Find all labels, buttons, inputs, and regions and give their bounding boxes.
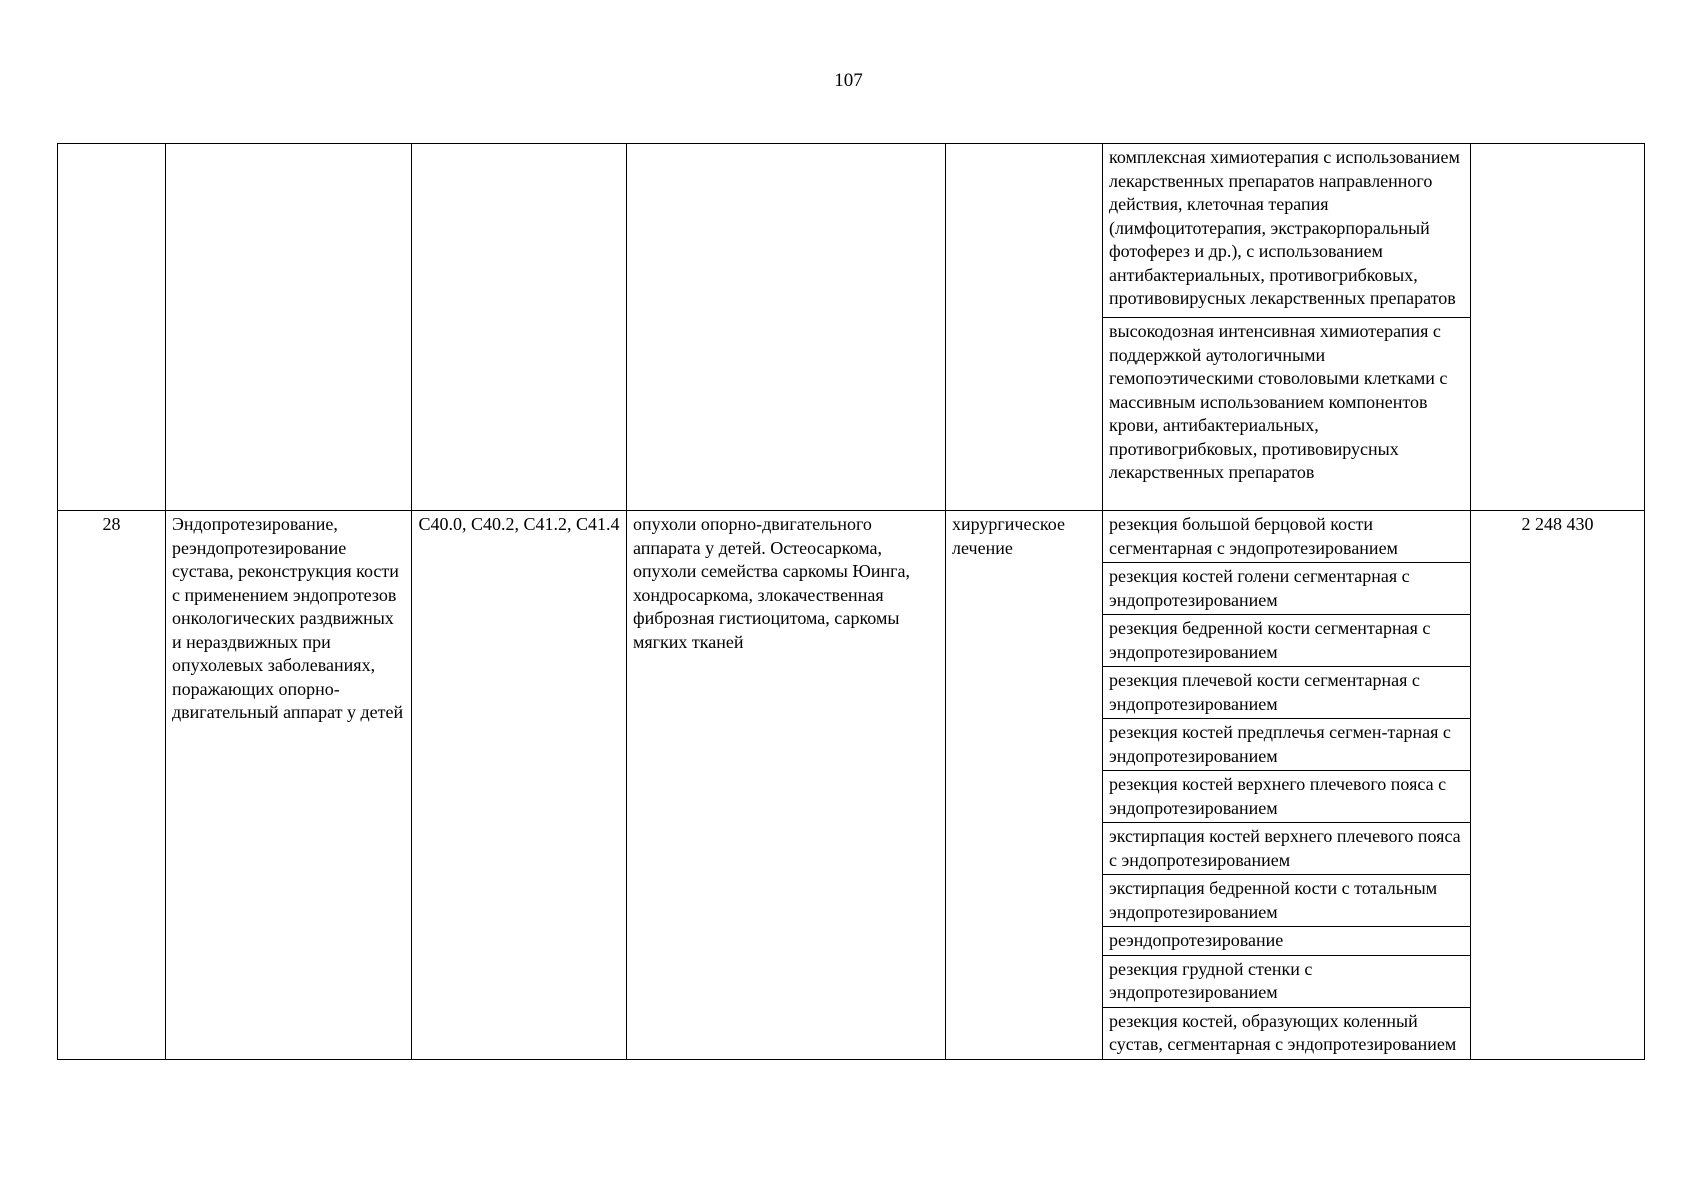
method-item: реэндопротезирование bbox=[1103, 926, 1470, 955]
table-row-continuation bbox=[58, 144, 1645, 511]
cell-icd-codes: C40.0, C40.2, C41.2, C41.4 bbox=[412, 511, 627, 1060]
method-item: комплексная химиотерапия с использованием лекарственных препаратов направленного действия, клеточная терапия (лимфоцитотерапия, экстракорпоральный фотоферез и др.), с использованием антибактериальных, противогрибковых, противовирусных лекарственных препаратов bbox=[1109, 147, 1460, 308]
method-item: резекция костей голени сегментарная с эндопротезированием bbox=[1103, 562, 1470, 614]
method-item: резекция костей верхнего плечевого пояса с эндопротезированием bbox=[1103, 770, 1470, 822]
cell-cost: 2 248 430 bbox=[1471, 511, 1645, 1060]
cell-cost-empty bbox=[1471, 144, 1645, 511]
method-item: резекция большой берцовой кости сегментарная с эндопротезированием bbox=[1109, 514, 1398, 558]
methods-list bbox=[1103, 511, 1470, 1059]
cell-methods bbox=[1103, 511, 1471, 1060]
table-row-28 bbox=[58, 511, 1645, 1060]
method-item: экстирпация бедренной кости с тотальным эндопротезированием bbox=[1103, 874, 1470, 926]
method-item: резекция плечевой кости сегментарная с эндопротезированием bbox=[1103, 666, 1470, 718]
cell-diagnosis: опухоли опорно-двигательного аппарата у детей. Остеосаркома, опухоли семейства саркомы Юинга, хондросаркома, злокачественная фиброзная гистиоцитома, саркомы мягких тканей bbox=[627, 511, 946, 1060]
page-number: 107 bbox=[834, 70, 863, 91]
services-table bbox=[57, 143, 1645, 1060]
cell-procedure: Эндопротезирование, реэндопротезирование сустава, реконструкция кости с применением эндопротезов онкологических раздвижных и нераздвижных при опухолевых заболеваниях, поражающих опорно-двигательный аппарат у детей bbox=[166, 511, 412, 1060]
method-item: резекция костей, образующих коленный сустав, сегментарная с эндопротезированием bbox=[1103, 1007, 1470, 1059]
method-item: экстирпация костей верхнего плечевого пояса с эндопротезированием bbox=[1103, 822, 1470, 874]
cell-procedure-empty bbox=[166, 144, 412, 511]
method-item: резекция бедренной кости сегментарная с эндопротезированием bbox=[1103, 614, 1470, 666]
cell-icd-empty bbox=[412, 144, 627, 511]
method-item: резекция костей предплечья сегмен-тарная с эндопротезированием bbox=[1103, 718, 1470, 770]
methods-list bbox=[1103, 144, 1470, 510]
cell-treatment-type: хирургическое лечение bbox=[946, 511, 1103, 1060]
cell-row-number: 28 bbox=[58, 511, 166, 1060]
cell-methods bbox=[1103, 144, 1471, 511]
method-item: высокодозная интенсивная химиотерапия с поддержкой аутологичными гемопоэтическими стоволовыми клетками с массивным использованием компонентов крови, антибактериальных, противогрибковых, противовирусных лекарственных препаратов bbox=[1103, 317, 1470, 510]
method-item: резекция грудной стенки с эндопротезированием bbox=[1103, 955, 1470, 1007]
cell-number-empty bbox=[58, 144, 166, 511]
cell-diagnosis-empty bbox=[627, 144, 946, 511]
cell-treatment-empty bbox=[946, 144, 1103, 511]
